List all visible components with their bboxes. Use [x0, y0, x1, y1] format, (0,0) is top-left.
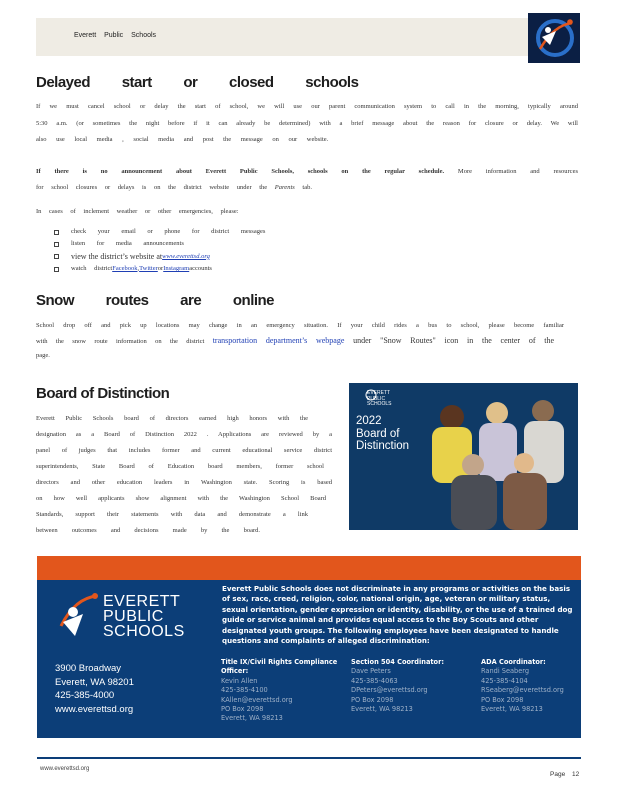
photo-brand-line: SCHOOLS	[367, 401, 392, 407]
emergency-list	[54, 226, 265, 276]
nondiscrimination-notice: Everett Public Schools does not discriminate in any programs or activities on the basis of sex, race, creed, religion, color, national origin, age, veteran or military status, sexual orientation, gender expression or identity, disability, or the use of a trained dog guide or service animal and provides equal access to the Boy Scouts and other designated youth groups. The following employees have been designated to handle questions and complaints of alleged discrimination:	[222, 584, 573, 646]
snow-routes-heading: Snow routes are online	[36, 292, 275, 309]
footer-logo-line: SCHOOLS	[103, 623, 185, 640]
address-website: www.everettsd.org	[55, 703, 134, 715]
address-phone: 425-385-4000	[55, 690, 115, 701]
snow-line-3: page.	[36, 352, 50, 359]
coordinator-section-504	[351, 658, 471, 714]
address-city: Everett, WA 98201	[55, 676, 134, 688]
board-line: directors and other education leaders in Washington state. Scoring is based	[36, 479, 332, 486]
photo-title-line: Board of	[356, 427, 400, 440]
separator: or	[157, 265, 164, 273]
no-announcement-bold: If there is no announcement about Everett Public Schools, schools on the regular schedule.	[36, 168, 445, 175]
inclement-weather-text: In cases of inclement weather or other emergencies, please:	[36, 208, 239, 215]
list-item-text: check your email or phone for district messages	[71, 228, 266, 235]
page-number: Page 12	[550, 771, 580, 778]
checkbox-bullet-icon	[54, 230, 59, 235]
coordinator-name: Kevin Allen	[221, 676, 258, 685]
coordinator-title: Section 504 Coordinator:	[351, 658, 444, 666]
checkbox-bullet-icon	[54, 267, 59, 272]
coordinator-title: ADA Coordinator:	[481, 658, 546, 666]
closures-line	[36, 181, 396, 195]
delayed-line-1: If we must cancel school or delay the start of school, we will use our parent communication system to call in the morning, typically around	[36, 103, 578, 110]
coordinator-email: RSeaberg@everettsd.org	[481, 686, 564, 695]
coordinator-po-box: PO Box 2098	[351, 695, 394, 704]
snow-line-2-tail: under "Snow Routes" icon in the center of the	[344, 336, 554, 345]
checkbox-bullet-icon	[54, 242, 59, 247]
list-item	[54, 238, 265, 250]
board-line: between outcomes and decisions made by the board.	[36, 527, 260, 534]
coordinator-ada	[481, 658, 581, 714]
facebook-link[interactable]: Facebook	[112, 265, 138, 273]
no-announcement-line	[36, 165, 578, 179]
board-photo	[349, 383, 578, 530]
more-info-text: More information and resources	[444, 168, 578, 175]
footer-logo-icon	[57, 592, 101, 642]
board-line: Everett Public Schools board of directors earned high honors with the	[36, 415, 308, 422]
address-street: 3900 Broadway	[55, 663, 122, 674]
coordinator-po-box: PO Box 2098	[481, 695, 524, 704]
header-title: Everett Public Schools	[74, 32, 157, 39]
photo-brand	[355, 391, 391, 408]
coordinator-title-ix	[221, 658, 339, 724]
coordinator-phone: 425-385-4100	[221, 686, 268, 695]
instagram-link[interactable]: Instagram	[163, 265, 190, 273]
accounts-text: accounts	[189, 265, 212, 273]
coordinator-po-box: PO Box 2098	[221, 705, 264, 714]
footer-logo	[57, 590, 217, 650]
snow-line-2-text: with the snow route information on the district	[36, 338, 213, 345]
footer-accent-bar	[37, 556, 581, 580]
checkbox-bullet-icon	[54, 254, 59, 259]
coordinator-name: Dave Peters	[351, 667, 391, 676]
photo-title-line: Distinction	[356, 440, 410, 452]
board-line: panel of judges that includes former and current educational service district	[36, 447, 332, 454]
list-item-text: view the district’s website at	[71, 251, 163, 261]
coordinator-title: Title IX/Civil Rights Compliance Officer:	[221, 658, 338, 676]
closures-text: for school closures or delays is on the district website under the	[36, 184, 275, 191]
delayed-heading: Delayed start or closed schools	[36, 74, 359, 91]
separator: ,	[137, 265, 140, 273]
board-line: superintendents, State Board of Education board members, former school	[36, 463, 324, 470]
footer-logo-text	[103, 594, 185, 639]
board-heading: Board of Distinction	[36, 385, 170, 402]
coordinator-city: Everett, WA 98213	[351, 705, 413, 714]
list-item	[54, 226, 265, 238]
list-item-text: watch district	[71, 265, 113, 273]
photo-title-line: 2022	[356, 415, 382, 427]
coordinator-city: Everett, WA 98213	[481, 705, 543, 714]
twitter-link[interactable]: Twitter	[139, 265, 158, 273]
delayed-line-3: also use local media , social media and post the message on our website.	[36, 136, 329, 143]
footer-logo-line: EVERETT	[103, 593, 181, 610]
board-line: on how well applicants show alignment with the Washington School Board	[36, 495, 326, 502]
coordinator-name: Randi Seaberg	[481, 667, 530, 676]
website-link[interactable]: www.everettsd.org	[162, 252, 210, 260]
snow-line-1: School drop off and pick up locations may change in an emergency situation. If your child rides a bus to school, please become familiar	[36, 322, 564, 329]
coordinator-phone: 425-385-4104	[481, 676, 528, 685]
parents-tab-name: Parents	[274, 184, 295, 191]
list-item-text: listen for media announcements	[71, 240, 184, 248]
coordinator-email: KAllen@everettsd.org	[221, 695, 293, 704]
closures-tail: tab.	[294, 184, 312, 191]
coordinator-city: Everett, WA 98213	[221, 714, 283, 723]
board-line: Standards, support their statements with data and demonstrate a link	[36, 511, 308, 518]
district-logo	[528, 13, 580, 63]
delayed-line-2: 5:30 a.m. (or sometimes the night before if it can already be determined) with a brief message about the reason for closure or delay. We will	[36, 120, 578, 127]
coordinator-phone: 425-385-4063	[351, 676, 398, 685]
transportation-link[interactable]: transportation department’s webpage	[212, 336, 345, 345]
page-footer-website: www.everettsd.org	[40, 766, 90, 772]
district-address	[55, 662, 134, 716]
nondiscrimination-footer	[37, 580, 581, 738]
footer-logo-line: PUBLIC	[103, 608, 164, 625]
list-item	[54, 263, 265, 275]
photo-brand-line: PUBLIC	[367, 395, 386, 402]
photo-title	[356, 415, 426, 453]
coordinator-email: DPeters@everettsd.org	[351, 686, 428, 695]
board-line: designation as a Board of Distinction 2022 . Applications are reviewed by a	[36, 431, 332, 438]
photo-brand-line: EVERETT	[367, 390, 391, 396]
list-item	[54, 251, 265, 263]
page-footer-rule	[37, 757, 581, 759]
snow-line-2	[36, 334, 554, 349]
